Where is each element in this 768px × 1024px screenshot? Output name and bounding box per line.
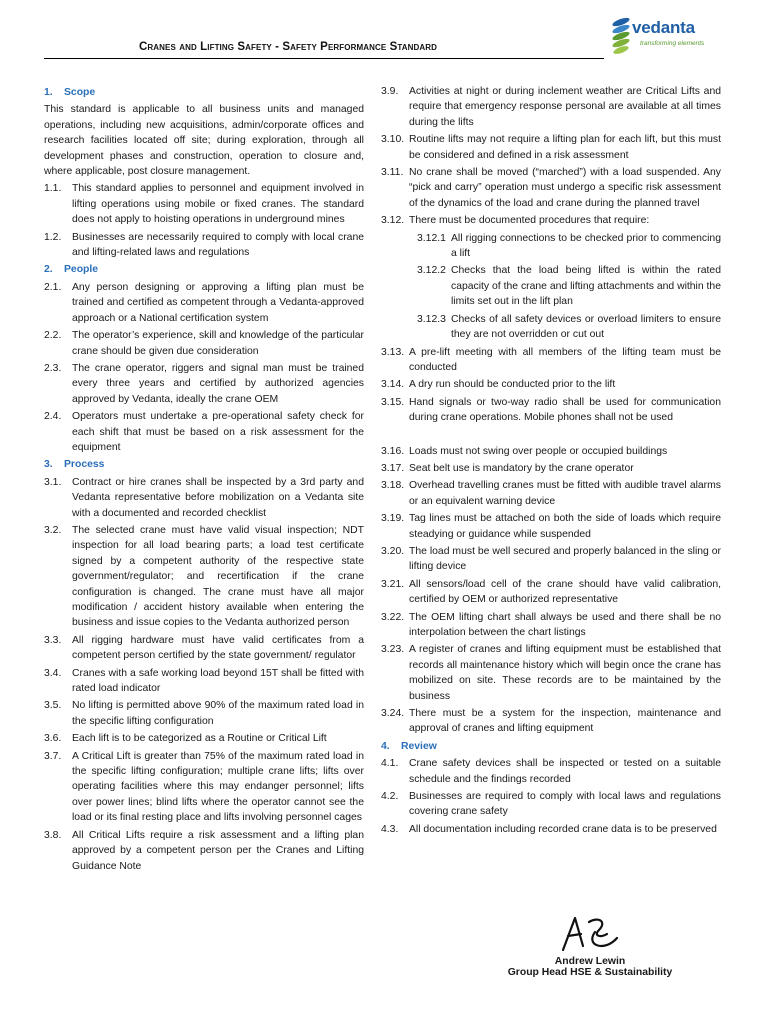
- spacer: [381, 428, 721, 444]
- list-item: 3.12. There must be documented procedures that require:: [381, 215, 650, 227]
- list-item: 1.2. Businesses are necessarily required to comply with local crane and lifting-related laws and regulations: [44, 231, 364, 259]
- list-item: 3.20. The load must be well secured and properly balanced in the sling or lifting device: [381, 545, 721, 573]
- list-item: 3.14. A dry run should be conducted prior to the lift: [381, 379, 616, 391]
- signature-block: [480, 912, 700, 978]
- left-column: [44, 84, 364, 876]
- list-item: 3.18. Overhead travelling cranes must be fitted with audible travel alarms or an equivalent warning device: [381, 480, 721, 507]
- list-item: 3.13. A pre-lift meeting with all members of the lifting team must be conducted: [381, 346, 721, 373]
- list-item: 3.2. The selected crane must have valid visual inspection; NDT inspection for all load bearing parts; a load test certificate signed by a competent authority of the respective state government/regulator; and recertification if the crane configuration is changed. The crane must have all major modification / accident history available when entering the business and issue copies to the Vedanta authorized person: [44, 524, 364, 629]
- list-item: 3.23. A register of cranes and lifting equipment must be established that records all maintenance history which will begin once the crane has mobilized on site. These records are to be maintained by the business: [381, 644, 721, 702]
- list-item: 3.1. Contract or hire cranes shall be inspected by a 3rd party and Vedanta representative before mobilization on a Vedanta site with a documented and recorded checklist: [44, 476, 364, 519]
- list-item: 3.17. Seat belt use is mandatory by the crane operator: [381, 462, 634, 474]
- list-item: 4.2. Businesses are required to comply with local laws and regulations covering crane safety: [381, 791, 721, 818]
- list-item: 3.10. Routine lifts may not require a lifting plan for each lift, but this must be considered and defined in a risk assessment: [381, 134, 721, 161]
- list-item: 3.21. All sensors/load cell of the crane should have valid calibration, certified by OEM or authorized representative: [381, 578, 721, 606]
- list-item: 3.24. There must be a system for the inspection, maintenance and approval of cranes and lifting equipment: [381, 708, 721, 735]
- right-column: [381, 84, 721, 839]
- list-item: 2.2. The operator’s experience, skill and knowledge of the particular crane should be given due consideration: [44, 330, 364, 357]
- vedanta-logo: [610, 16, 706, 60]
- document-title: Cranes and Lifting Safety - Safety Performance Standard: [139, 41, 437, 53]
- signatory-role: Group Head HSE & Sustainability: [507, 967, 673, 978]
- leaf-icon: [610, 16, 632, 56]
- sub-list-item: 3.12.3 Checks of all safety devices or overload limiters to ensure they are not overridden or cut out: [417, 313, 721, 341]
- list-item: 3.6. Each lift is to be categorized as a Routine or Critical Lift: [44, 733, 327, 745]
- list-item: 1.1. This standard applies to personnel and equipment involved in lifting operations using mobile or fixed cranes. The standard does not apply to hoisting operations in underground mines: [44, 183, 364, 226]
- signature-mark: [555, 912, 625, 954]
- list-item: 3.15. Hand signals or two-way radio shall be used for communication during crane operations. Mobile phones shall not be used: [381, 396, 721, 424]
- list-item: 4.3. All documentation including recorded crane data is to be preserved: [381, 823, 717, 835]
- sub-list-item: 3.12.1 All rigging connections to be checked prior to commencing a lift: [417, 232, 721, 260]
- section-heading-scope: 1. Scope: [44, 87, 96, 98]
- list-item: 3.11. No crane shall be moved (“marched”) with a load suspended. Any “pick and carry” operation must undergo a specific risk assessment of the dynamics of the load and crane during the planned travel: [381, 167, 721, 209]
- list-item: 2.1. Any person designing or approving a lifting plan must be trained and certified as competent through a Vedanta-approved approach or a National certification system: [44, 281, 364, 324]
- logo-tagline: transforming elements: [640, 40, 705, 47]
- list-item: 3.22. The OEM lifting chart shall always be used and there shall be no interpolation between the chart listings: [381, 611, 721, 638]
- title-underline: [44, 58, 604, 59]
- logo-wordmark: vedanta: [632, 18, 695, 37]
- list-item: 3.4. Cranes with a safe working load beyond 15T shall be fitted with rated load indicator: [44, 667, 364, 695]
- page-header: [44, 18, 722, 60]
- list-item: 3.19. Tag lines must be attached on both the side of loads which require steadying or guidance while suspended: [381, 513, 721, 540]
- section-heading-review: 4. Review: [381, 740, 437, 752]
- list-item: 2.4. Operators must undertake a pre-operational safety check for each shift that must be based on a risk assessment for the equipment: [44, 411, 364, 453]
- list-item: 3.9. Activities at night or during inclement weather are Critical Lifts and require that emergency response personal are available at all times during the lifts: [381, 86, 721, 128]
- list-item: 3.3. All rigging hardware must have valid certificates from a competent person certified by the state government/ regulator: [44, 634, 364, 662]
- list-item: 3.5. No lifting is permitted above 90% of the maximum rated load in the specific lifting configuration: [44, 700, 364, 727]
- scope-intro: This standard is applicable to all business units and managed operations, including new acquisitions, admin/corporate offices and research facilities located off site; during exploration, through all development phases and construction, operation to closure and, where applicable, post closure management.: [44, 104, 364, 178]
- section-heading-people: 2. People: [44, 264, 99, 276]
- list-item: 2.3. The crane operator, riggers and signal man must be trained every three years and certified by authorized agencies approved by Vedanta, ideally the crane OEM: [44, 362, 364, 405]
- section-heading-process: 3. Process: [44, 459, 105, 471]
- signatory-name: Andrew Lewin: [554, 956, 626, 967]
- list-item: 3.8. All Critical Lifts require a risk assessment and a lifting plan approved by a competent person per the Cranes and Lifting Guidance Note: [44, 829, 364, 872]
- list-item: 4.1. Crane safety devices shall be inspected or tested on a suitable schedule and the findings recorded: [381, 758, 721, 785]
- list-item: 3.16. Loads must not swing over people or occupied buildings: [381, 445, 668, 457]
- sub-list-item: 3.12.2 Checks that the load being lifted is within the rated capacity of the crane and lifting attachments and within the limits set out in the lift plan: [417, 265, 721, 308]
- list-item: 3.7. A Critical Lift is greater than 75% of the maximum rated load in the specific lifting configuration; multiple crane lifts; lifts over operating facilities where this may endanger personnel; lifts over power lines; blind lifts where the operator cannot see the load or its final resting place and lifts involving personnel cages: [44, 750, 364, 824]
